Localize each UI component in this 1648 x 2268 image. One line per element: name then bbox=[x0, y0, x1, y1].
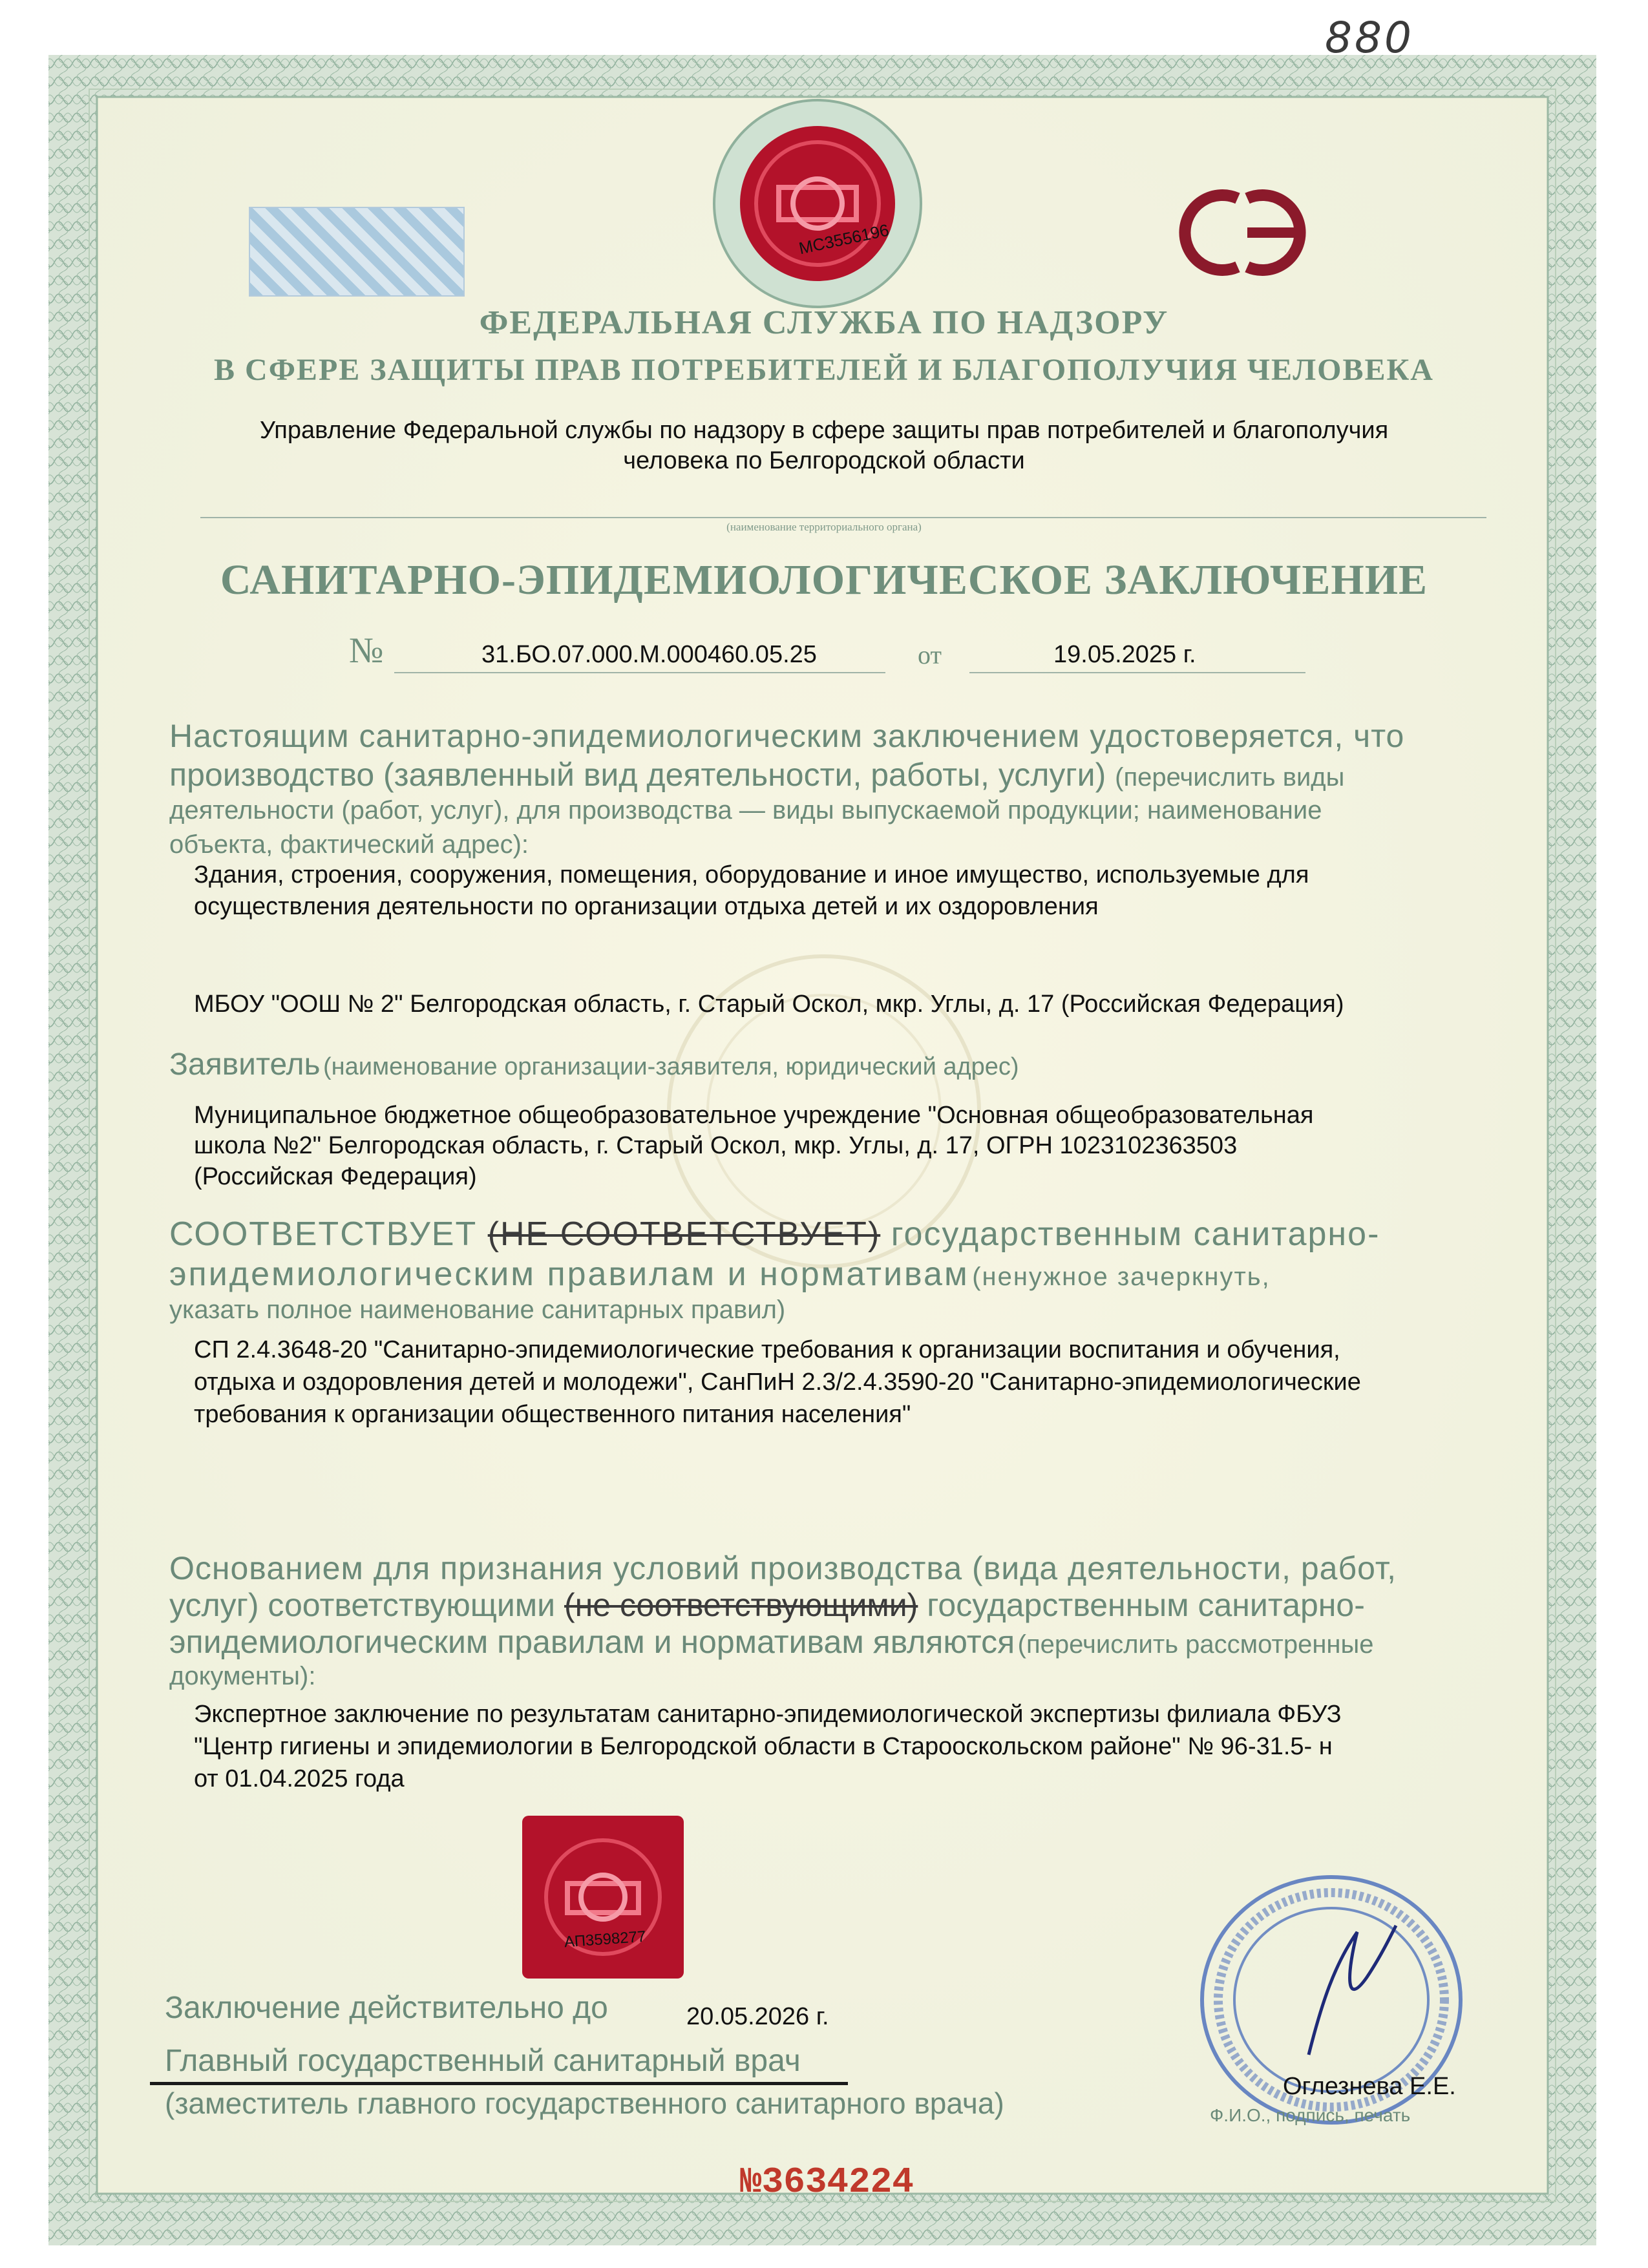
object-address: МБОУ "ООШ № 2" Белгородская область, г. Старый Оскол, мкр. Углы, д. 17 (Российская Федерация) bbox=[194, 991, 1344, 1018]
rules-line-1: СП 2.4.3648-20 "Санитарно-эпидемиологические требования к организации воспитания и обучения, bbox=[194, 1336, 1340, 1363]
signatory-alt-title: (заместитель главного государственного санитарного врача) bbox=[165, 2086, 1004, 2120]
basis-line-2b: государственным санитарно- bbox=[927, 1587, 1365, 1623]
expertise-line-2: "Центр гигиены и эпидемиологии в Белгородской области в Старооскольском районе" № 96-31.5- н bbox=[194, 1733, 1333, 1760]
rules-line-3: требования к организации общественного питания населения" bbox=[194, 1401, 911, 1428]
basis-line-3a: эпидемиологическим правилам и нормативам являются bbox=[169, 1624, 1015, 1660]
conformity-rest: государственным санитарно- bbox=[891, 1215, 1380, 1253]
certifies-line-2b: (перечислить виды bbox=[1115, 763, 1345, 792]
hologram-code: МС3556196 bbox=[797, 220, 891, 258]
conformity-line-1 bbox=[169, 1215, 1380, 1254]
territorial-body-caption: (наименование территориального органа) bbox=[726, 521, 922, 533]
agency-line-1: ФЕДЕРАЛЬНАЯ СЛУЖБА ПО НАДЗОРУ bbox=[479, 304, 1169, 341]
signatory-name: Оглезнева Е.Е. bbox=[1283, 2073, 1456, 2100]
se-logo bbox=[1167, 184, 1315, 281]
hologram-emblem-icon bbox=[522, 1816, 684, 1979]
date-label: от bbox=[918, 640, 942, 669]
number-label: № bbox=[349, 631, 384, 671]
hologram-strip bbox=[249, 207, 465, 297]
basis-line-1: Основанием для признания условий производства (вида деятельности, работ, bbox=[169, 1550, 1397, 1586]
expertise-line-3: от 01.04.2025 года bbox=[194, 1765, 405, 1792]
applicant-hint: (наименование организации-заявителя, юридический адрес) bbox=[323, 1053, 1019, 1080]
hologram-emblem-icon bbox=[682, 97, 953, 310]
conformity-line-2 bbox=[169, 1255, 1271, 1294]
conformity-line-3: указать полное наименование санитарных правил) bbox=[169, 1296, 786, 1324]
divider bbox=[200, 517, 1486, 518]
basis-line-3b: (перечислить рассмотренные bbox=[1017, 1630, 1374, 1659]
conformity-line-2b: (ненужное зачеркнуть, bbox=[972, 1263, 1271, 1291]
basis-line-2-struck: (не соответствующими) bbox=[564, 1587, 918, 1623]
number-underline bbox=[394, 672, 885, 673]
hologram-code: АП3598277 bbox=[564, 1927, 647, 1951]
signatory-caption: Ф.И.О., подпись, печать bbox=[1210, 2105, 1411, 2125]
basis-line-4: документы): bbox=[169, 1662, 316, 1690]
applicant-line-2: школа №2" Белгородская область, г. Старый Оскол, мкр. Углы, д. 17, ОГРН 1023102363503 bbox=[194, 1132, 1238, 1159]
applicant-line-3: (Российская Федерация) bbox=[194, 1163, 477, 1190]
certifies-line-2a: производство (заявленный вид деятельности, работы, услуги) bbox=[169, 757, 1106, 793]
applicant-heading bbox=[169, 1047, 1019, 1082]
territorial-body-line-2: человека по Белгородской области bbox=[623, 447, 1025, 474]
territorial-body-line-1: Управление Федеральной службы по надзору в сфере защиты прав потребителей и благополучия bbox=[259, 417, 1389, 444]
certifies-line-1: Настоящим санитарно-эпидемиологическим заключением удостоверяется, что bbox=[169, 718, 1405, 754]
signatory-underline bbox=[150, 2082, 848, 2085]
activity-line-1: Здания, строения, сооружения, помещения, оборудование и иное имущество, используемые для bbox=[194, 861, 1309, 888]
se-logo-icon bbox=[1167, 184, 1315, 281]
document-date: 19.05.2025 г. bbox=[1053, 641, 1196, 668]
signatory-title: Главный государственный санитарный врач bbox=[165, 2044, 801, 2078]
validity-date: 20.05.2026 г. bbox=[686, 2003, 829, 2030]
basis-line-3 bbox=[169, 1623, 1374, 1661]
applicant-line-1: Муниципальное бюджетное общеобразовательное учреждение "Основная общеобразовательная bbox=[194, 1102, 1314, 1129]
certifies-line-4: объекта, фактический адрес): bbox=[169, 830, 529, 859]
hologram-seal-top bbox=[682, 97, 953, 310]
certifies-line-2 bbox=[169, 756, 1344, 793]
agency-line-2: В СФЕРЕ ЗАЩИТЫ ПРАВ ПОТРЕБИТЕЛЕЙ И БЛАГОПОЛУЧИЯ ЧЕЛОВЕКА bbox=[214, 353, 1434, 387]
expertise-line-1: Экспертное заключение по результатам санитарно-эпидемиологической экспертизы филиала ФБУЗ bbox=[194, 1701, 1342, 1728]
rules-line-2: отдыха и оздоровления детей и молодежи", СанПиН 2.3/2.4.3590-20 "Санитарно-эпидемиологические bbox=[194, 1369, 1361, 1396]
applicant-label: Заявитель bbox=[169, 1047, 321, 1082]
conformity-word: СООТВЕТСТВУЕТ bbox=[169, 1215, 478, 1253]
validity-label: Заключение действительно до bbox=[165, 1991, 608, 2025]
basis-line-2 bbox=[169, 1586, 1365, 1624]
blank-serial-number: №3634224 bbox=[740, 2161, 914, 2203]
date-underline bbox=[969, 672, 1305, 673]
activity-line-2: осуществления деятельности по организации отдыха детей и их оздоровления bbox=[194, 893, 1099, 920]
document-number: 31.БО.07.000.М.000460.05.25 bbox=[481, 641, 817, 668]
hologram-seal-bottom bbox=[522, 1816, 684, 1979]
document-title: САНИТАРНО-ЭПИДЕМИОЛОГИЧЕСКОЕ ЗАКЛЮЧЕНИЕ bbox=[220, 556, 1428, 604]
basis-line-2a: услуг) соответствующими bbox=[169, 1587, 556, 1623]
handwritten-note: 880 bbox=[1325, 13, 1414, 63]
conformity-struck: (НЕ СООТВЕТСТВУЕТ) bbox=[487, 1215, 881, 1253]
conformity-line-2a: эпидемиологическим правилам и нормативам bbox=[169, 1255, 969, 1293]
certifies-line-3: деятельности (работ, услуг), для производства — виды выпускаемой продукции; наименование bbox=[169, 796, 1322, 824]
